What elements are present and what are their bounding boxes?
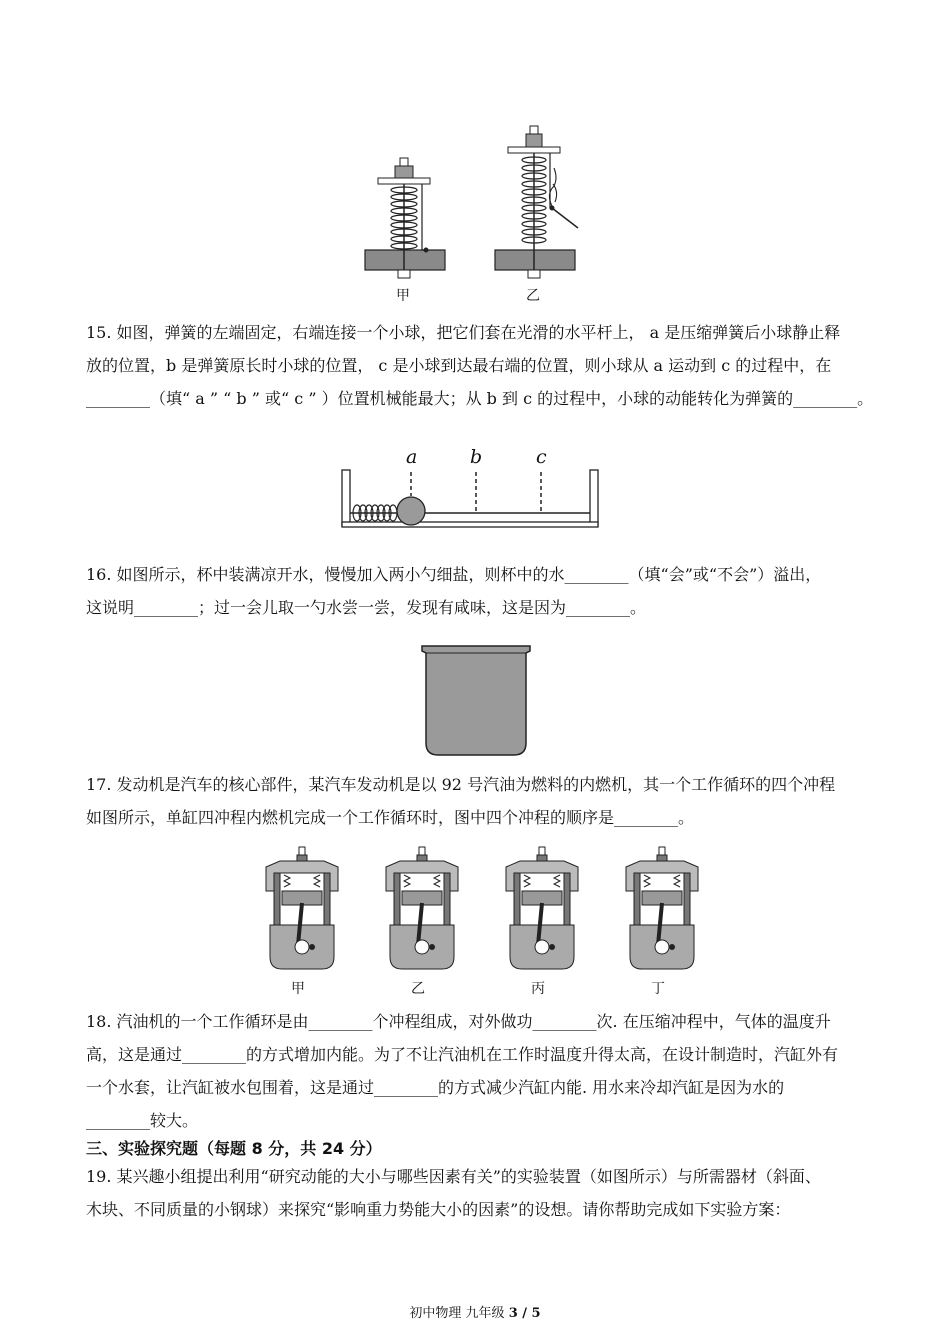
question-17: [86, 768, 876, 834]
engine-bing: [506, 847, 578, 969]
question-19: [86, 1160, 876, 1226]
question-19-line-2: 木块、不同质量的小钢球）来探究“影响重力势能大小的因素”的设想。请你帮助完成如下实验方案：: [86, 1200, 791, 1219]
engine-yi: [386, 847, 458, 969]
question-15-line-1: 15. 如图，弹簧的左端固定，右端连接一个小球，把它们套在光滑的水平杆上， a 是压缩弹簧后小球静止释: [86, 323, 841, 342]
page-footer: [0, 1302, 950, 1321]
marker-c: c: [536, 446, 547, 468]
footer-subject: 初中物理 九年级: [409, 1306, 509, 1321]
engine-jia: [266, 847, 338, 969]
question-19-line-1: 19. 某兴趣小组提出利用“研究动能的大小与哪些因素有关”的实验装置（如图所示）与所需器材（斜面、: [86, 1167, 821, 1186]
question-18: [86, 1005, 876, 1137]
question-18-line-2: 高，这是通过________的方式增加内能。为了不让汽油机在工作时温度升得太高，在设计制造时，汽缸外有: [86, 1045, 839, 1064]
question-18-line-3: 一个水套，让汽缸被水包围着，这是通过________的方式减少汽缸内能. 用水来冷却汽缸是因为水的: [86, 1078, 785, 1097]
question-17-line-1: 17. 发动机是汽车的核心部件，某汽车发动机是以 92 号汽油为燃料的内燃机，其一个工作循环的四个冲程: [86, 775, 836, 794]
engine-ding: [626, 847, 698, 969]
engine-label-bing: 丙: [531, 981, 545, 997]
question-17-line-2: 如图所示，单缸四冲程内燃机完成一个工作循环时，图中四个冲程的顺序是________。: [86, 808, 695, 827]
figure-14-spring-apparatus: [360, 120, 590, 285]
question-16-line-1: 16. 如图所示，杯中装满凉开水，慢慢加入两小勺细盐，则杯中的水________（填“会”或“不会”）溢出，: [86, 565, 822, 584]
figure-14-label-left: 甲: [396, 288, 410, 304]
question-15: [86, 316, 876, 415]
section-3-heading: 三、实验探究题（每题 8 分，共 24 分）: [86, 1139, 382, 1158]
engine-label-yi: 乙: [411, 981, 425, 997]
base-right: [495, 250, 575, 270]
question-18-line-4: ________较大。: [86, 1111, 199, 1130]
question-16-line-2: 这说明________；过一会儿取一勺水尝一尝，发现有咸味，这是因为________。: [86, 598, 647, 617]
base-left: [365, 250, 445, 270]
figure-17-engine-strokes: [258, 845, 698, 975]
question-16: [86, 558, 876, 624]
question-18-line-1: 18. 汽油机的一个工作循环是由________个冲程组成，对外做功________次. 在压缩冲程中，气体的温度升: [86, 1012, 831, 1031]
figure-16-beaker: [418, 643, 534, 759]
question-15-line-3: ________（填“ a ” “ b ” 或“ c ” ）位置机械能最大；从 b 到 c 的过程中，小球的动能转化为弹簧的________。: [86, 389, 874, 408]
ball: [397, 497, 425, 525]
engine-label-ding: 丁: [651, 981, 665, 997]
figure-14-label-right: 乙: [526, 288, 540, 304]
marker-a: a: [406, 446, 418, 468]
marker-b: b: [470, 446, 483, 468]
engine-label-jia: 甲: [291, 981, 305, 997]
question-15-line-2: 放的位置，b 是弹簧原长时小球的位置， c 是小球到达最右端的位置，则小球从 a 运动到 c 的过程中，在: [86, 356, 832, 375]
page-number: 3 / 5: [508, 1306, 541, 1321]
